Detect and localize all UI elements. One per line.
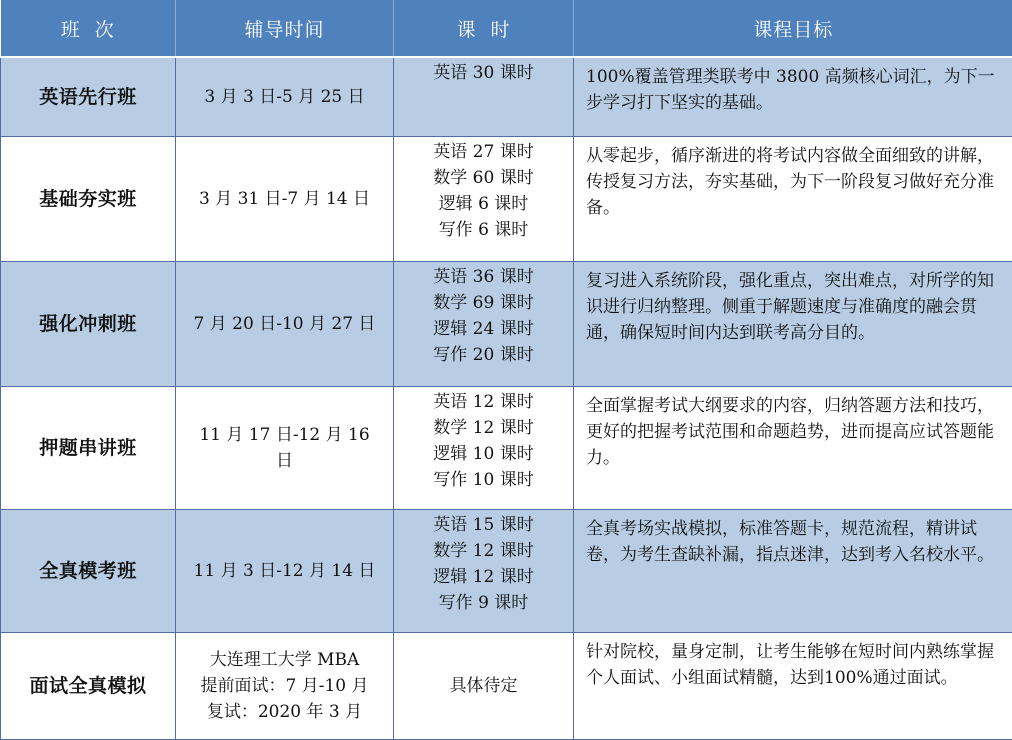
class-hours	[394, 387, 574, 510]
class-name: 英语先行班	[1, 57, 176, 137]
table-row	[1, 57, 1012, 137]
header-row	[1, 0, 1012, 57]
header-goal: 课程目标	[574, 0, 1012, 57]
hour-line: 数学 12 课时	[394, 415, 573, 441]
class-hours	[394, 57, 574, 137]
table-row	[1, 262, 1012, 387]
course-goal: 100%覆盖管理类联考中 3800 高频核心词汇，为下一步学习打下坚实的基础。	[574, 57, 1012, 137]
tutoring-time	[176, 57, 394, 137]
hour-line: 写作 20 课时	[394, 342, 573, 368]
hour-line: 英语 30 课时	[394, 60, 573, 86]
class-name: 全真模考班	[1, 510, 176, 633]
tutoring-time	[176, 633, 394, 740]
hour-line: 逻辑 6 课时	[394, 191, 573, 217]
class-name: 押题串讲班	[1, 387, 176, 510]
course-goal: 复习进入系统阶段，强化重点，突出难点，对所学的知识进行归纳整理。侧重于解题速度与准确度的融会贯通，确保短时间内达到联考高分目的。	[574, 262, 1012, 387]
hour-line: 英语 36 课时	[394, 264, 573, 290]
table-row	[1, 387, 1012, 510]
class-hours	[394, 633, 574, 740]
class-hours	[394, 510, 574, 633]
time-line: 复试：2020 年 3 月	[184, 699, 385, 725]
course-goal: 全真考场实战模拟，标准答题卡，规范流程，精讲试卷，为考生查缺补漏，指点迷津，达到考入名校水平。	[574, 510, 1012, 633]
hour-line: 英语 27 课时	[394, 139, 573, 165]
time-line: 提前面试：7 月-10 月	[184, 673, 385, 699]
time-line: 大连理工大学 MBA	[184, 647, 385, 673]
hour-line: 写作 6 课时	[394, 217, 573, 243]
class-hours	[394, 137, 574, 262]
table-row	[1, 137, 1012, 262]
time-line: 11 月 17 日-12 月 16	[184, 422, 385, 448]
time-line: 日	[184, 448, 385, 474]
header-hours: 课 时	[394, 0, 574, 57]
time-line: 7 月 20 日-10 月 27 日	[184, 311, 385, 337]
class-hours	[394, 262, 574, 387]
time-line: 3 月 31 日-7 月 14 日	[184, 186, 385, 212]
class-name: 面试全真模拟	[1, 633, 176, 740]
tutoring-time	[176, 387, 394, 510]
hour-line: 英语 12 课时	[394, 389, 573, 415]
table-row	[1, 633, 1012, 740]
course-goal: 从零起步，循序渐进的将考试内容做全面细致的讲解，传授复习方法，夯实基础，为下一阶段复习做好充分准备。	[574, 137, 1012, 262]
header-class: 班 次	[1, 0, 176, 57]
hour-line: 写作 9 课时	[394, 590, 573, 616]
tutoring-time	[176, 137, 394, 262]
hour-line: 写作 10 课时	[394, 467, 573, 493]
hour-line: 逻辑 24 课时	[394, 316, 573, 342]
time-line: 3 月 3 日-5 月 25 日	[184, 84, 385, 110]
tutoring-time	[176, 510, 394, 633]
tutoring-time	[176, 262, 394, 387]
header-time: 辅导时间	[176, 0, 394, 57]
hour-line: 数学 12 课时	[394, 538, 573, 564]
course-goal: 针对院校，量身定制，让考生能够在短时间内熟练掌握个人面试、小组面试精髓，达到100%通过面试。	[574, 633, 1012, 740]
hour-line: 具体待定	[394, 673, 573, 699]
hour-line: 逻辑 10 课时	[394, 441, 573, 467]
table-row	[1, 510, 1012, 633]
class-name: 基础夯实班	[1, 137, 176, 262]
hour-line: 数学 69 课时	[394, 290, 573, 316]
course-goal: 全面掌握考试大纲要求的内容，归纳答题方法和技巧，更好的把握考试范围和命题趋势，进而提高应试答题能力。	[574, 387, 1012, 510]
hour-line: 逻辑 12 课时	[394, 564, 573, 590]
class-name: 强化冲刺班	[1, 262, 176, 387]
time-line: 11 月 3 日-12 月 14 日	[184, 558, 385, 584]
hour-line: 数学 60 课时	[394, 165, 573, 191]
hour-line: 英语 15 课时	[394, 512, 573, 538]
